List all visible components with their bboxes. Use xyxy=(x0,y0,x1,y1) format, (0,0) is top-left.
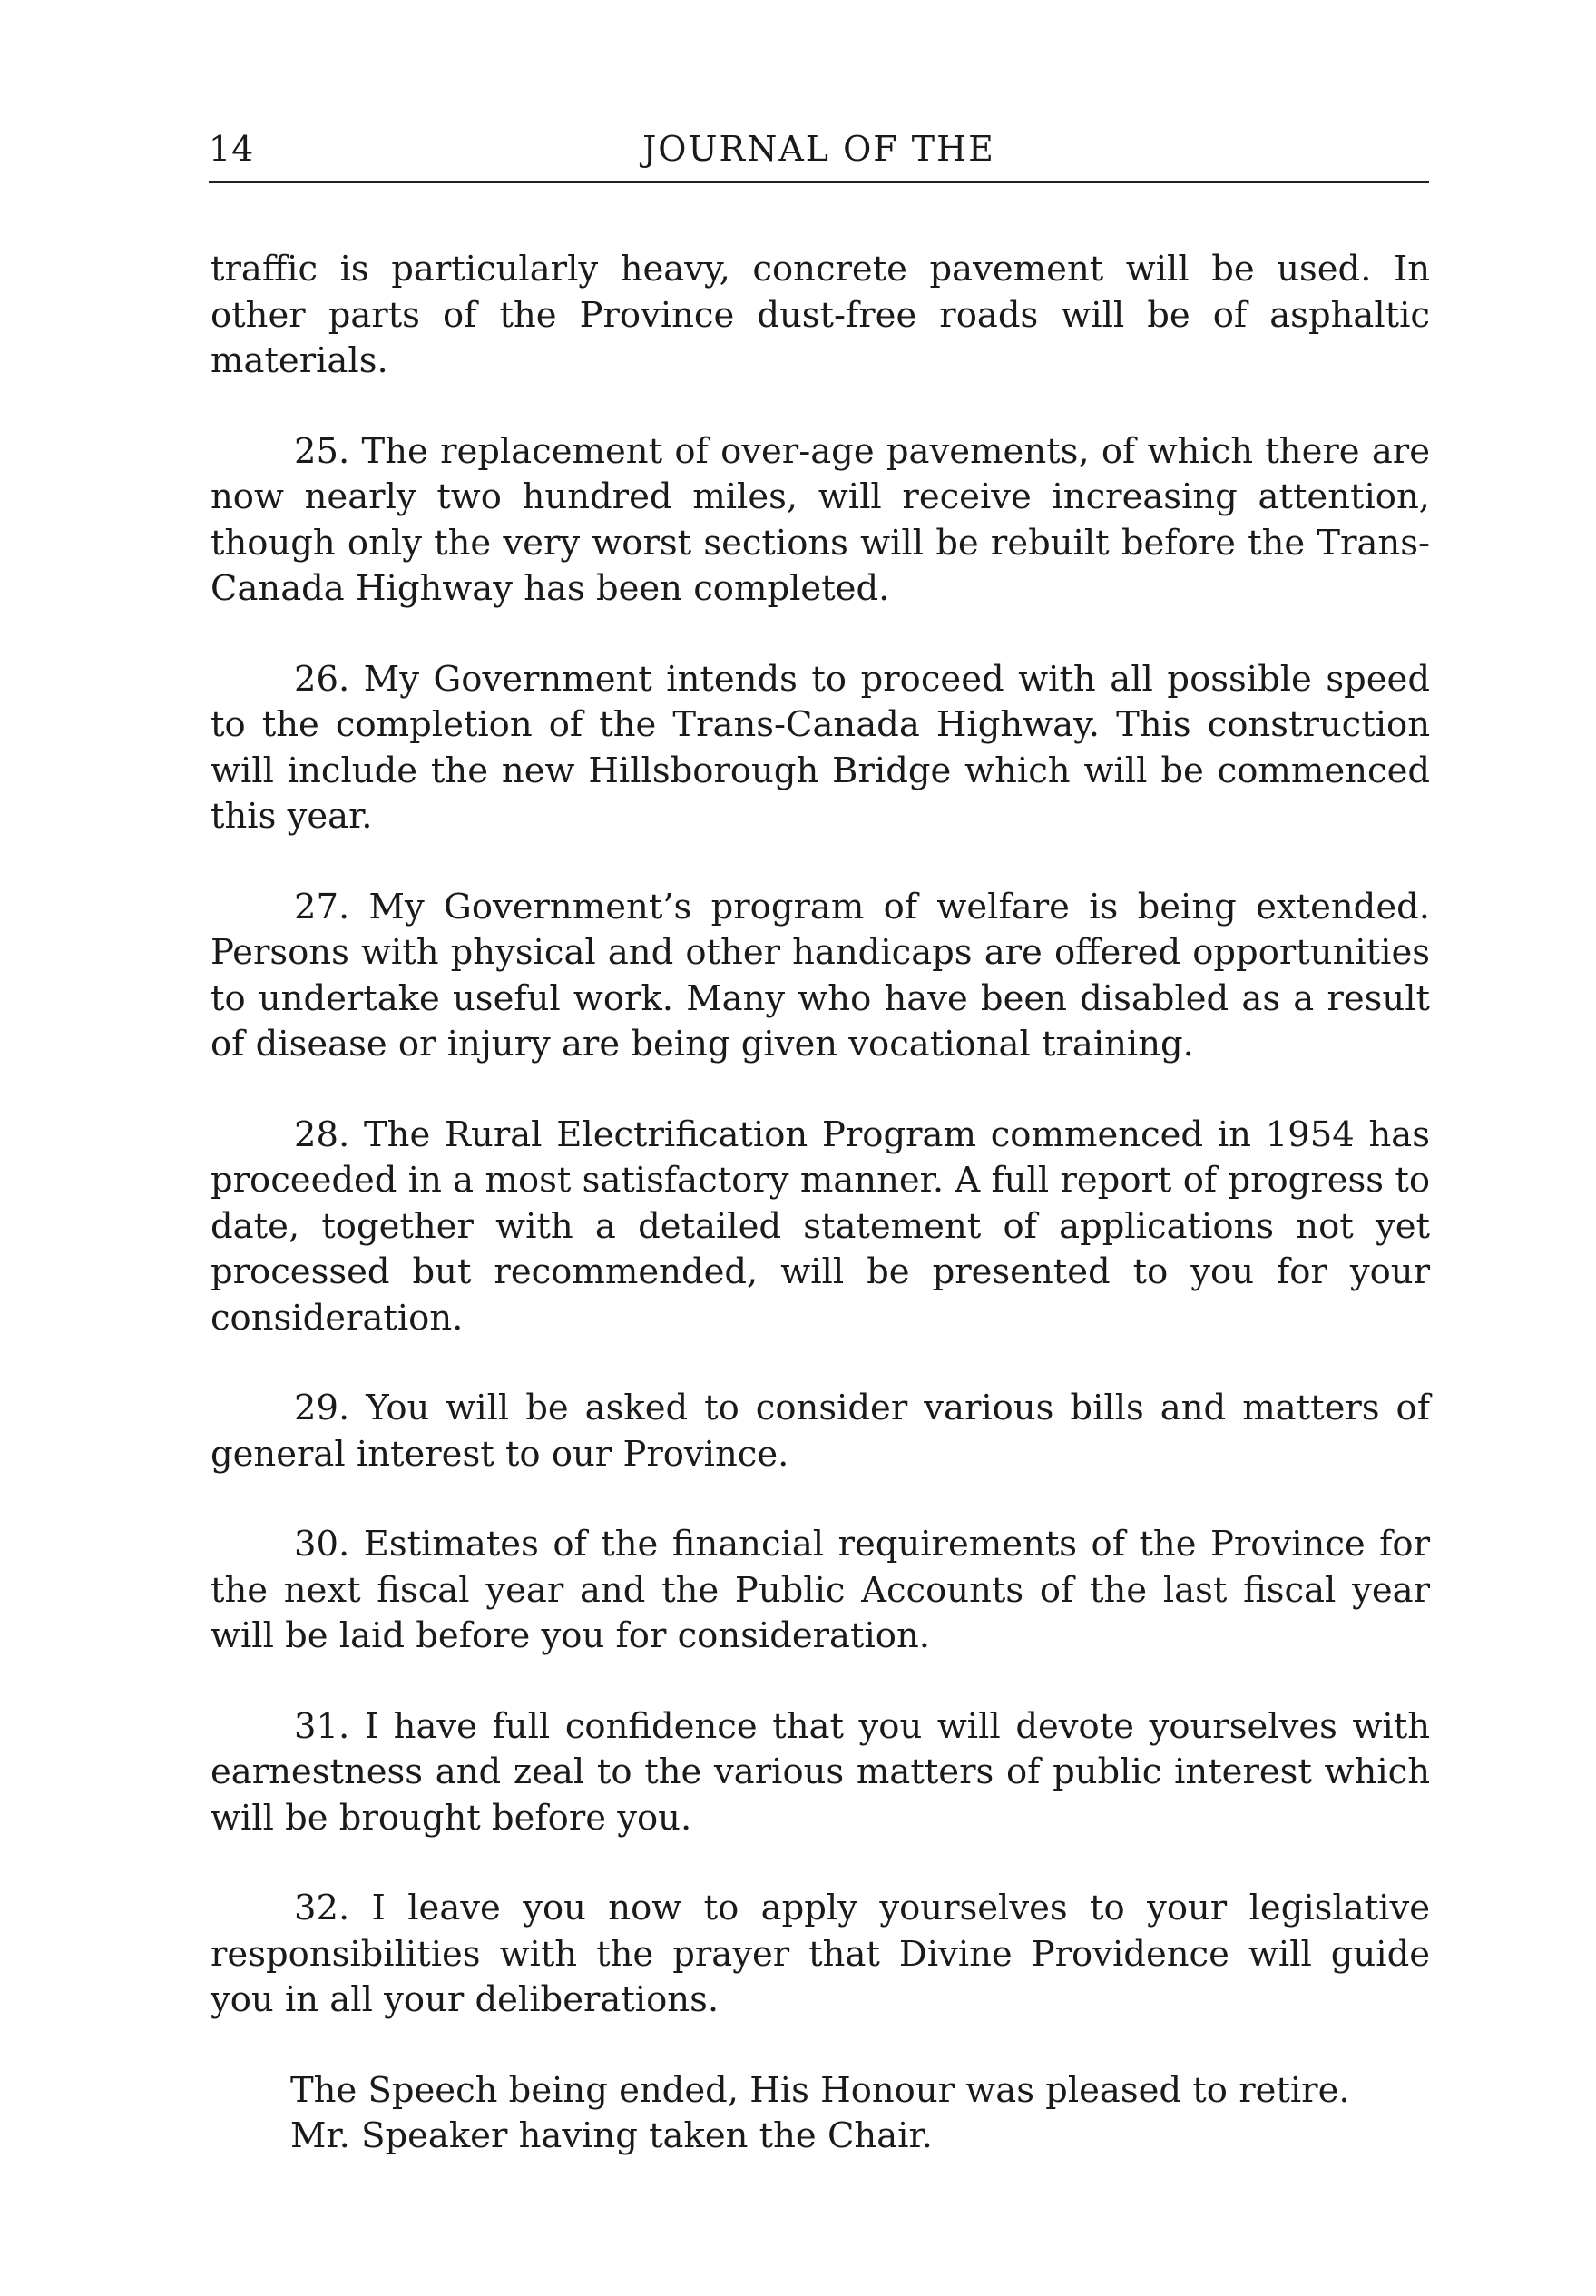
page-header xyxy=(209,129,1429,183)
page-number: 14 xyxy=(209,129,255,169)
paragraph-29: 29. You will be asked to consider various bills and matters of general interest to our Province. xyxy=(211,1388,1430,1475)
paragraph-30: 30. Estimates of the financial requirements of the Province for the next fiscal year and the Public Accounts of the last fiscal year will be laid before you for consideration. xyxy=(211,1524,1430,1656)
paragraph-31: 31. I have full confidence that you will devote yourselves with earnestness and zeal to the various matters of public interest which will be brought before you. xyxy=(211,1705,1430,1839)
closing-line-2: Mr. Speaker having taken the Chair. xyxy=(290,2115,933,2156)
paragraph-continuation: traffic is particularly heavy, concrete pavement will be used. In other parts of the Province dust-free roads will be of asphaltic materials. xyxy=(211,249,1430,381)
paragraph-27: 27. My Government’s program of welfare is being extended. Persons with physical and other handicaps are offered opportunities to undertake useful work. Many who have been disabled as a result of disease or injury are being given vocational training. xyxy=(211,886,1430,1065)
header-rule xyxy=(209,181,1429,183)
paragraph-28: 28. The Rural Electrification Program commenced in 1954 has proceeded in a most satisfactory manner. A full report of progress to date, together with a detailed statement of applications not yet processed but recommended, will be presented to you for your consideration. xyxy=(211,1114,1430,1339)
paragraph-32: 32. I leave you now to apply yourselves to your legislative responsibilities with the prayer that Divine Providence will guide you in all your deliberations. xyxy=(211,1888,1430,2020)
paragraph-26: 26. My Government intends to proceed with all possible speed to the completion of the Trans-Canada Highway. This construction will include the new Hillsborough Bridge which will be commenced this year. xyxy=(211,658,1430,837)
closing-line-1: The Speech being ended, His Honour was pleased to retire. xyxy=(290,2069,1350,2111)
closing-block xyxy=(211,2068,1430,2160)
running-head: JOURNAL OF THE xyxy=(642,129,995,169)
paragraph-25: 25. The replacement of over-age pavements, of which there are now nearly two hundred miles, will receive increasing attention, though only the very worst sections will be rebuilt before the Trans-Canada Highway has been completed. xyxy=(211,430,1430,609)
page-body xyxy=(211,247,1430,2160)
